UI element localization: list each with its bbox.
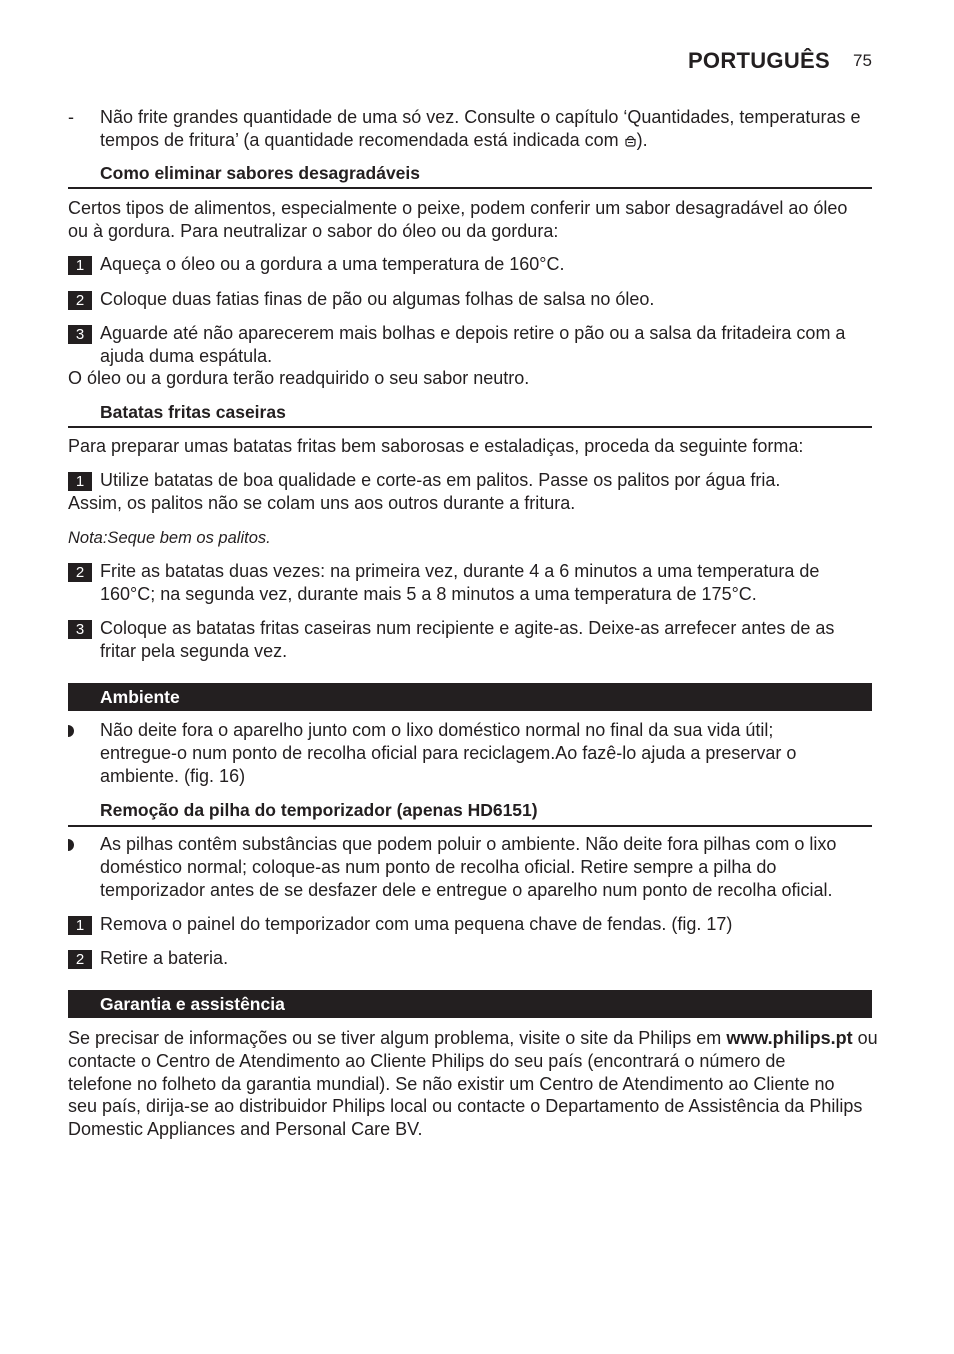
text-line: ajuda duma espátula. <box>100 345 273 366</box>
philips-website-link[interactable]: www.philips.pt <box>726 1028 853 1048</box>
bullet-text <box>100 719 796 787</box>
step-number: 1 <box>68 256 92 275</box>
text-segment: Se precisar de informações ou se tiver algum problema, visite o site da Philips em <box>68 1028 722 1048</box>
text-line: Aqueça o óleo ou a gordura a uma temperatura de 160°C. <box>100 254 565 274</box>
text-line: entregue-o num ponto de recolha oficial para reciclagem.Ao fazê-lo ajuda a preservar o <box>100 742 797 763</box>
step-result: Assim, os palitos não se colam uns aos outros durante a fritura. <box>68 493 576 513</box>
step-number: 2 <box>68 291 92 310</box>
text-line: Coloque as batatas fritas caseiras num recipiente e agite-as. Deixe-as arrefecer antes de as <box>100 618 835 638</box>
text-line: ambiente. (fig. 16) <box>100 765 246 786</box>
step-number: 1 <box>68 472 92 491</box>
section-heading-environment: Ambiente <box>100 687 180 707</box>
half-circle-bullet-icon <box>68 725 74 737</box>
odours-intro <box>68 197 847 243</box>
heading-rule <box>68 187 872 189</box>
text-line: 160°C; na segunda vez, durante mais 5 a 8 minutos a uma temperatura de 175°C. <box>100 583 757 604</box>
text-line: Não deite fora o aparelho junto com o lixo doméstico normal no final da sua vida útil; <box>100 720 774 740</box>
text-line: seu país, dirija-se ao distribuidor Philips local ou contacte o Departamento de Assistência da Philips <box>68 1096 863 1117</box>
step-number: 3 <box>68 325 92 344</box>
text-line: Aguarde até não aparecerem mais bolhas e depois retire o pão ou a salsa da fritadeira com a <box>100 323 846 343</box>
step-number: 2 <box>68 563 92 582</box>
step-text: Retire a bateria. <box>100 948 229 968</box>
guarantee-text <box>68 1027 878 1141</box>
step-text <box>100 253 565 276</box>
text-line: doméstico normal; coloque-as num ponto de recolha oficial. Retire sempre a pilha do <box>100 856 777 877</box>
section-heading-odours: Como eliminar sabores desagradáveis <box>100 163 420 183</box>
section-heading-guarantee: Garantia e assistência <box>100 994 285 1014</box>
text-segment: ou <box>857 1028 878 1048</box>
text-line: Certos tipos de alimentos, especialmente o peixe, podem conferir um sabor desagradável ao óleo <box>68 198 848 218</box>
section-bar-guarantee <box>68 990 872 1018</box>
text-line: Domestic Appliances and Personal Care BV. <box>68 1119 423 1139</box>
bullet-text <box>100 833 836 901</box>
text-line <box>68 1027 878 1050</box>
heading-rule <box>68 426 872 428</box>
text-segment: tempos de fritura’ (a quantidade recomendada está indicada com <box>100 129 619 150</box>
step-text: Remova o painel do temporizador com uma pequena chave de fendas. (fig. 17) <box>100 914 733 934</box>
page-number: 75 <box>853 51 872 70</box>
text-line: Utilize batatas de boa qualidade e corte-as em palitos. Passe os palitos por água fria. <box>100 470 781 490</box>
language-header: PORTUGUÊS <box>687 48 830 73</box>
step-text <box>100 469 780 492</box>
section-heading-battery: Remoção da pilha do temporizador (apenas HD6151) <box>100 800 538 820</box>
step-text <box>100 617 834 663</box>
text-line: temporizador antes de se desfazer dele e entregue o aparelho num ponto de recolha oficial. <box>100 879 833 900</box>
text-line: fritar pela segunda vez. <box>100 640 288 661</box>
step-text <box>100 560 819 606</box>
step-result: O óleo ou a gordura terão readquirido o seu sabor neutro. <box>68 368 530 388</box>
text-line: contacte o Centro de Atendimento ao Cliente Philips do seu país (encontrará o número de <box>68 1050 786 1071</box>
text-line <box>100 129 860 153</box>
text-line: telefone no folheto da garantia mundial). Se não existir um Centro de Atendimento ao Cliente no <box>68 1073 835 1094</box>
step-number: 3 <box>68 620 92 639</box>
half-circle-bullet-icon <box>68 839 74 851</box>
chips-intro: Para preparar umas batatas fritas bem saborosas e estaladiças, proceda da seguinte forma: <box>68 436 804 456</box>
text-line: ou à gordura. Para neutralizar o sabor do óleo ou da gordura: <box>68 220 559 241</box>
step-number: 2 <box>68 950 92 969</box>
heading-rule <box>68 825 872 827</box>
fryer-basket-icon <box>624 130 637 153</box>
text-line: Frite as batatas duas vezes: na primeira vez, durante 4 a 6 minutos a uma temperatura de <box>100 561 820 581</box>
section-bar-environment <box>68 683 872 711</box>
step-note: Nota:Seque bem os palitos. <box>68 529 271 547</box>
text-line: Não frite grandes quantidade de uma só vez. Consulte o capítulo ‘Quantidades, temperaturas e <box>100 107 861 127</box>
text-line: As pilhas contêm substâncias que podem poluir o ambiente. Não deite fora pilhas com o lixo <box>100 834 837 854</box>
dash-marker: - <box>68 107 74 127</box>
text-segment: ). <box>636 129 648 150</box>
step-number: 1 <box>68 916 92 935</box>
step-text <box>100 322 845 368</box>
frying-tip-text <box>100 106 860 153</box>
text-line: Coloque duas fatias finas de pão ou algumas folhas de salsa no óleo. <box>100 289 655 309</box>
section-heading-chips: Batatas fritas caseiras <box>100 402 286 422</box>
step-text <box>100 288 654 311</box>
